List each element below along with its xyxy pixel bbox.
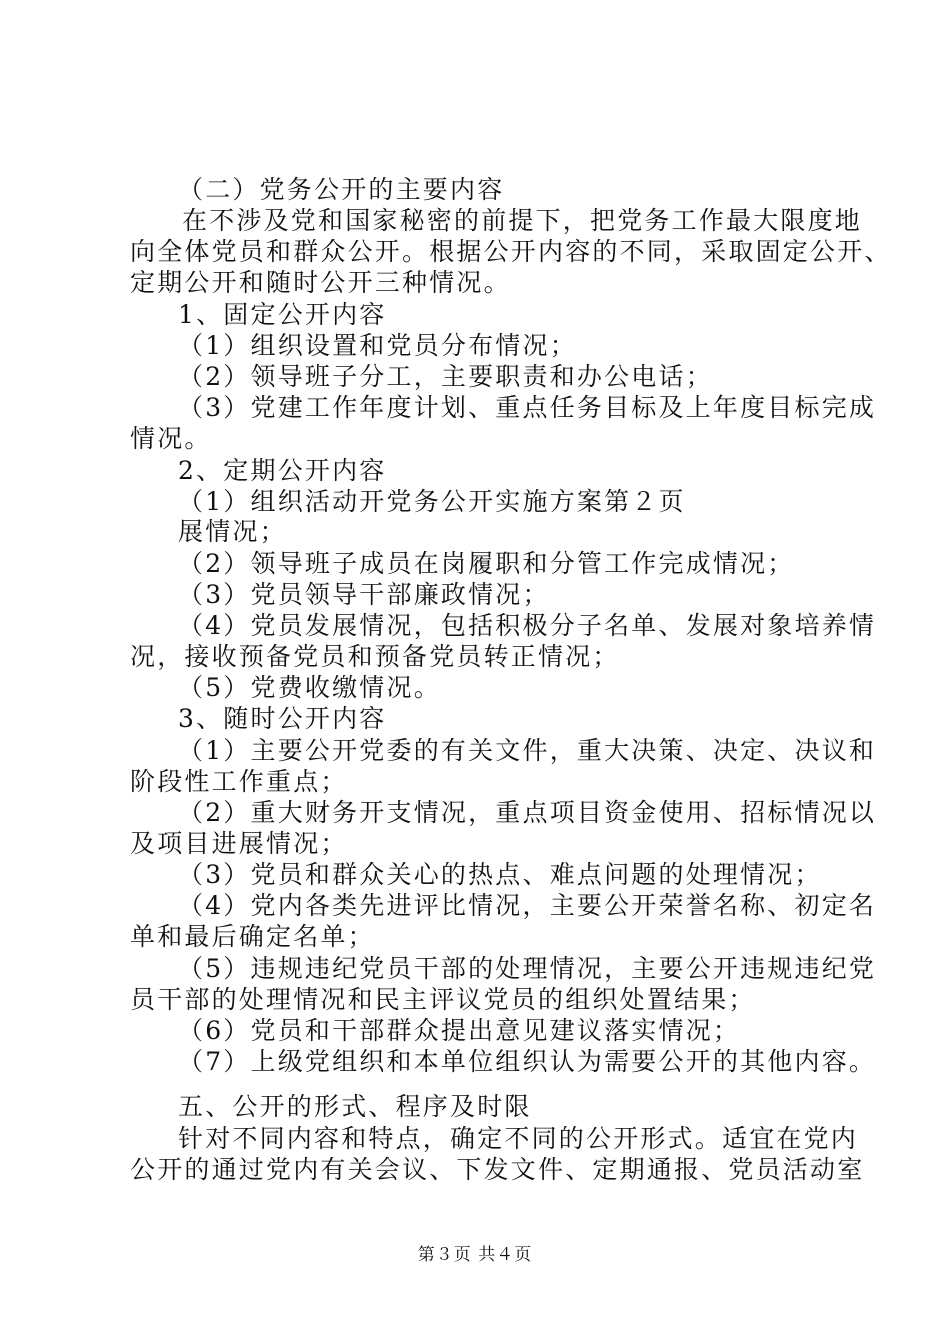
list-item: （4）党员发展情况，包括积极分子名单、发展对象培养情: [178, 611, 877, 640]
paragraph-line: 定期公开和随时公开三种情况。: [130, 268, 511, 297]
list-item-continuation: 展情况；: [178, 517, 287, 546]
paragraph-line: 公开的通过党内有关会议、下发文件、定期通报、党员活动室: [130, 1155, 865, 1184]
list-item: （6）党员和干部群众提出意见建议落实情况；: [178, 1016, 741, 1045]
page-number-footer: 第３页 共４页: [417, 1245, 533, 1265]
subsection-heading: 1、固定公开内容: [178, 300, 387, 329]
subsection-heading: 2、定期公开内容: [178, 456, 387, 485]
list-item: （5）违规违纪党员干部的处理情况，主要公开违规违纪党: [178, 954, 877, 983]
list-item-continuation: 及项目进展情况；: [130, 829, 348, 858]
list-item: （7）上级党组织和本单位组织认为需要公开的其他内容。: [178, 1047, 877, 1076]
list-item: （5）党费收缴情况。: [178, 673, 441, 702]
subsection-heading: 3、随时公开内容: [178, 704, 387, 733]
section-heading: 五、公开的形式、程序及时限: [178, 1092, 532, 1121]
paragraph-line: 针对不同内容和特点，确定不同的公开形式。适宜在党内: [178, 1124, 859, 1153]
list-item-continuation: 单和最后确定名单；: [130, 922, 375, 951]
list-item: （2）领导班子分工，主要职责和办公电话；: [178, 362, 713, 391]
list-item-continuation: 阶段性工作重点；: [130, 767, 348, 796]
section-heading: （二）党务公开的主要内容: [178, 175, 505, 204]
list-item: （3）党员和群众关心的热点、难点问题的处理情况；: [178, 860, 822, 889]
list-item: （3）党建工作年度计划、重点任务目标及上年度目标完成: [178, 393, 877, 422]
list-item: （2）领导班子成员在岗履职和分管工作完成情况；: [178, 549, 795, 578]
list-item-continuation: 情况。: [130, 424, 212, 453]
list-item: （1）主要公开党委的有关文件，重大决策、决定、决议和: [178, 736, 877, 765]
list-item-continuation: 况，接收预备党员和预备党员转正情况；: [130, 642, 620, 671]
paragraph-line: 向全体党员和群众公开。根据公开内容的不同，采取固定公开、: [130, 237, 892, 266]
list-item: （3）党员领导干部廉政情况；: [178, 580, 550, 609]
list-item: （1）组织活动开党务公开实施方案第２页: [178, 487, 686, 516]
list-item: （2）重大财务开支情况，重点项目资金使用、招标情况以: [178, 798, 877, 827]
list-item: （1）组织设置和党员分布情况；: [178, 331, 577, 360]
list-item: （4）党内各类先进评比情况，主要公开荣誉名称、初定名: [178, 891, 877, 920]
paragraph-line: 在不涉及党和国家秘密的前提下，把党务工作最大限度地: [182, 206, 863, 235]
list-item-continuation: 员干部的处理情况和民主评议党员的组织处置结果；: [130, 985, 756, 1014]
